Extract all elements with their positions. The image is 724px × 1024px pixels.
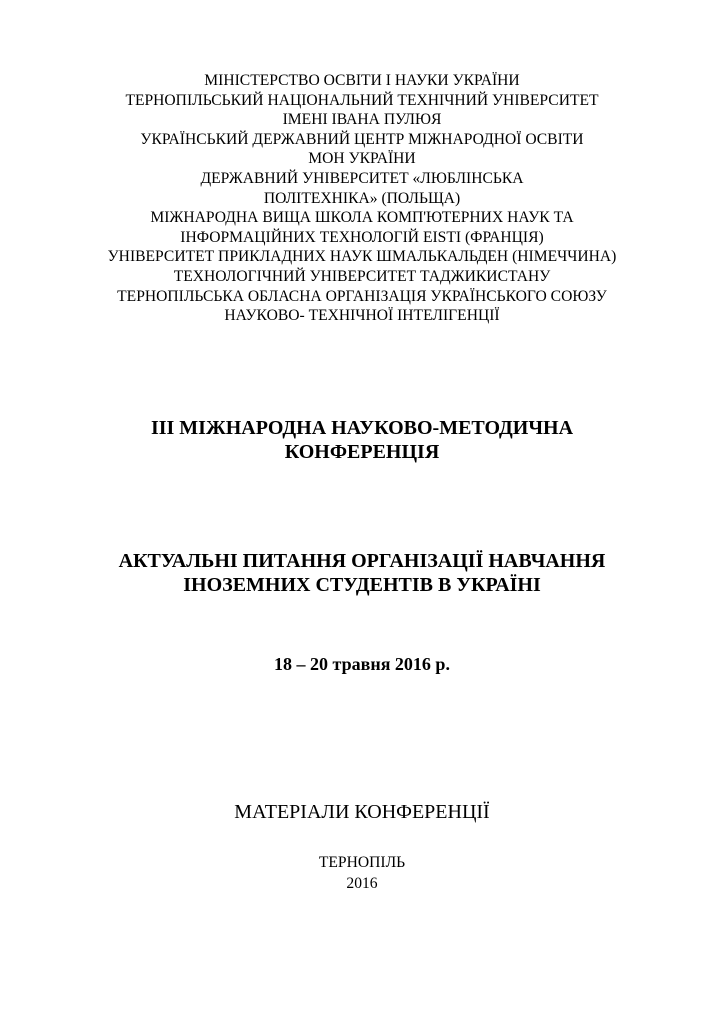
- organization-line: ТЕХНОЛОГІЧНИЙ УНІВЕРСИТЕТ ТАДЖИКИСТАНУ: [173, 267, 551, 285]
- organization-line: ТЕРНОПІЛЬСЬКИЙ НАЦІОНАЛЬНИЙ ТЕХНІЧНИЙ УНІВЕРСИТЕТ: [125, 91, 599, 109]
- organization-line: МОН УКРАЇНИ: [308, 150, 416, 168]
- publication-place: [0, 852, 724, 894]
- organization-line: ТЕРНОПІЛЬСЬКА ОБЛАСНА ОРГАНІЗАЦІЯ УКРАЇНСЬКОГО СОЮЗУ: [117, 287, 607, 305]
- organization-line: ПОЛІТЕХНІКА» (ПОЛЬЩА): [263, 189, 461, 207]
- conference-title-line-1: АКТУАЛЬНІ ПИТАННЯ ОРГАНІЗАЦІЇ НАВЧАННЯ: [118, 550, 606, 572]
- organizations-list: [0, 71, 724, 326]
- conference-heading: [0, 416, 724, 464]
- organization-line: МІЖНАРОДНА ВИЩА ШКОЛА КОМП'ЮТЕРНИХ НАУК ТА: [150, 209, 574, 227]
- materials-heading: МАТЕРІАЛИ КОНФЕРЕНЦІЇ: [234, 801, 490, 823]
- conference-heading-line-1: ІІІ МІЖНАРОДНА НАУКОВО-МЕТОДИЧНА: [150, 417, 574, 439]
- conference-title: [0, 549, 724, 597]
- organization-line: МІНІСТЕРСТВО ОСВІТИ І НАУКИ УКРАЇНИ: [204, 72, 520, 89]
- organization-line: НАУКОВО- ТЕХНІЧНОЇ ІНТЕЛІГЕНЦІЇ: [224, 307, 500, 325]
- conference-heading-line-2: КОНФЕРЕНЦІЯ: [284, 441, 440, 463]
- organization-line: УНІВЕРСИТЕТ ПРИКЛАДНИХ НАУК ШМАЛЬКАЛЬДЕН (НІМЕЧЧИНА): [107, 248, 617, 266]
- conference-dates: 18 – 20 травня 2016 р.: [274, 654, 450, 674]
- organization-line: УКРАЇНСЬКИЙ ДЕРЖАВНИЙ ЦЕНТР МІЖНАРОДНОЇ ОСВІТИ: [140, 130, 584, 148]
- organization-line: ДЕРЖАВНИЙ УНІВЕРСИТЕТ «ЛЮБЛІНСЬКА: [200, 169, 524, 187]
- organization-line: ІНФОРМАЦІЙНИХ ТЕХНОЛОГІЙ EISTI (ФРАНЦІЯ): [180, 228, 544, 246]
- publication-city: ТЕРНОПІЛЬ: [318, 854, 406, 871]
- publication-year: 2016: [346, 875, 378, 892]
- organization-line: ІМЕНІ ІВАНА ПУЛЮЯ: [282, 111, 442, 129]
- conference-title-line-2: ІНОЗЕМНИХ СТУДЕНТІВ В УКРАЇНІ: [183, 574, 541, 596]
